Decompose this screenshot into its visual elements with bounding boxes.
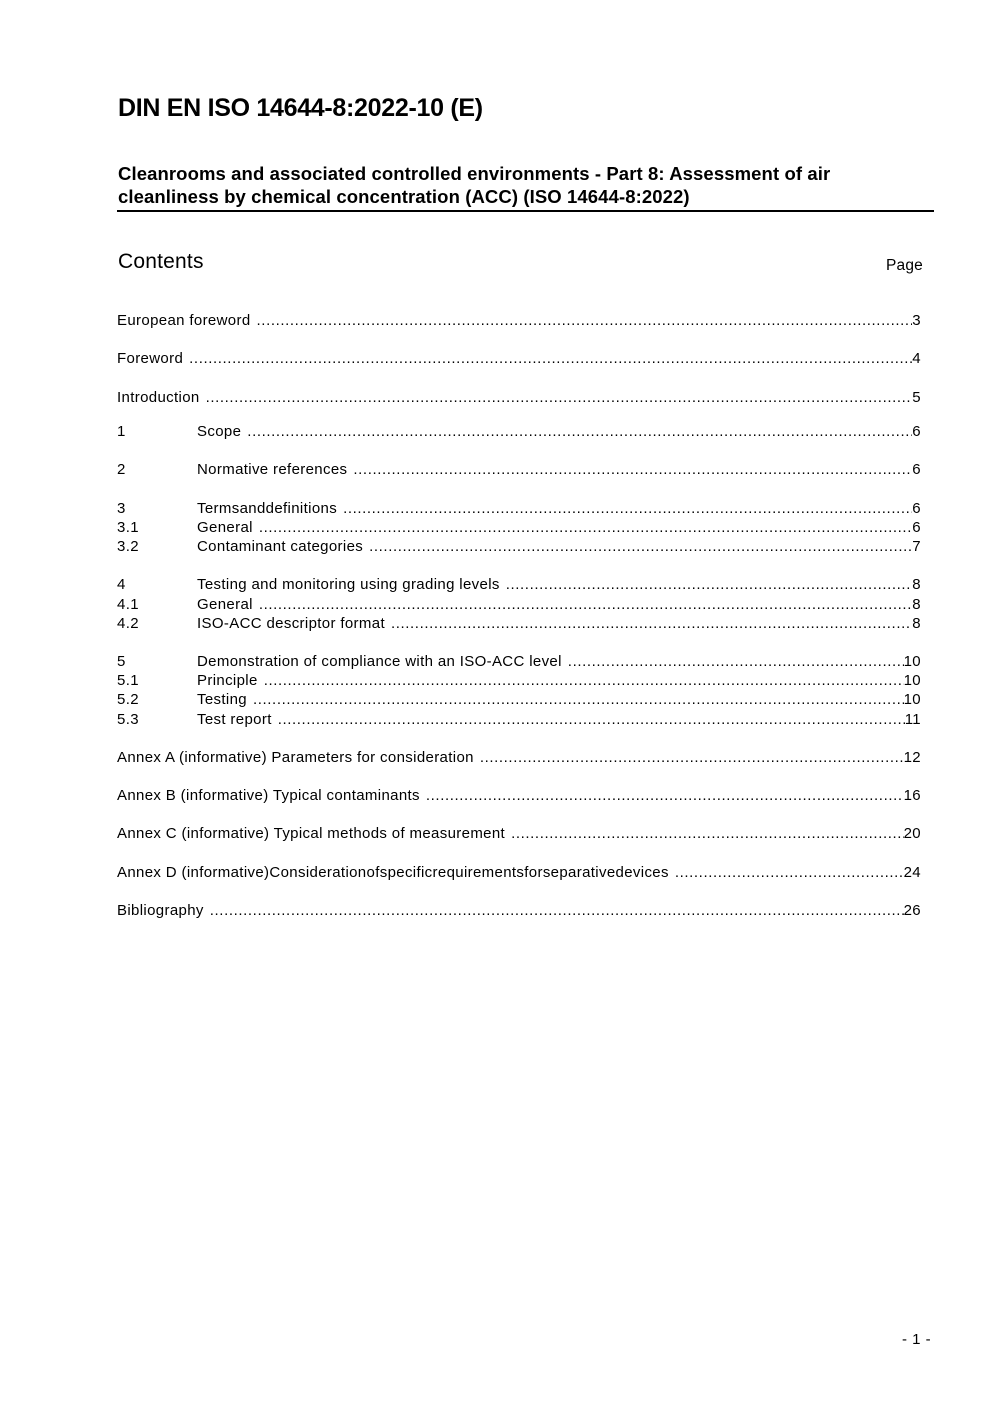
document-title-line-2: cleanliness by chemical concentration (ACC) (ISO 14644-8:2022)	[118, 186, 690, 207]
toc-entry[interactable]	[117, 576, 921, 596]
toc-entry-page: 6	[912, 461, 921, 478]
toc-entry-title: Contaminant categories	[197, 538, 364, 555]
toc-dot-leader	[204, 902, 904, 919]
document-title-line-1: Cleanrooms and associated controlled environments - Part 8: Assessment of air	[118, 163, 831, 184]
document-title	[118, 162, 908, 208]
title-underline	[117, 210, 934, 212]
toc-entry[interactable]	[117, 312, 921, 332]
toc-entry-page: 10	[903, 672, 921, 689]
toc-entry[interactable]	[117, 787, 921, 807]
toc-dot-leader	[241, 423, 912, 440]
toc-entry-page: 5	[912, 389, 921, 406]
toc-dot-leader	[347, 461, 912, 478]
toc-dot-leader	[363, 538, 912, 555]
toc-entry[interactable]	[117, 672, 921, 692]
toc-entry-page: 11	[904, 711, 921, 728]
toc-dot-leader	[669, 864, 904, 881]
toc-entry-title: Foreword	[117, 350, 184, 367]
toc-entry-title: Demonstration of compliance with an ISO-ACC level	[197, 653, 562, 670]
toc-entry[interactable]	[117, 423, 921, 443]
toc-entry-title: Testing	[197, 691, 247, 708]
toc-entry-page: 12	[903, 749, 921, 766]
toc-entry-number: 3.2	[117, 538, 139, 555]
toc-entry-title: Principle	[197, 672, 258, 689]
toc-entry-title: Annex B (informative) Typical contaminants	[117, 787, 420, 804]
toc-entry-number: 5	[117, 653, 126, 670]
toc-dot-leader	[385, 615, 912, 632]
toc-entry-title: Annex C (informative) Typical methods of measurement	[117, 825, 506, 842]
toc-entry[interactable]	[117, 519, 921, 539]
toc-entry-page: 8	[912, 615, 921, 632]
toc-dot-leader	[337, 500, 912, 517]
toc-entry-number: 4	[117, 576, 126, 593]
toc-entry-page: 4	[912, 350, 921, 367]
toc-entry[interactable]	[117, 749, 921, 769]
toc-entry[interactable]	[117, 825, 921, 845]
toc-entry-title: Scope	[197, 423, 242, 440]
toc-entry[interactable]	[117, 902, 921, 922]
toc-entry-page: 6	[912, 423, 921, 440]
toc-entry[interactable]	[117, 461, 921, 481]
toc-entry-title: Testing and monitoring using grading levels	[197, 576, 500, 593]
toc-entry-title: ISO-ACC descriptor format	[197, 615, 385, 632]
toc-entry[interactable]	[117, 711, 921, 731]
toc-entry[interactable]	[117, 615, 921, 635]
toc-dot-leader	[253, 519, 912, 536]
toc-entry-page: 6	[912, 519, 921, 536]
toc-entry[interactable]	[117, 653, 921, 673]
toc-entry-title: Normative references	[197, 461, 348, 478]
toc-entry-title: Annex A (informative) Parameters for consideration	[117, 749, 474, 766]
toc-entry-page: 8	[912, 576, 921, 593]
toc-entry-page: 3	[912, 312, 921, 329]
toc-entry-page: 26	[903, 902, 921, 919]
toc-entry-number: 5.3	[117, 711, 139, 728]
toc-entry-number: 4.2	[117, 615, 139, 632]
toc-entry-number: 4.1	[117, 596, 139, 613]
toc-entry-page: 16	[903, 787, 921, 804]
toc-dot-leader	[272, 711, 905, 728]
toc-entry-number: 5.1	[117, 672, 139, 689]
toc-entry-number: 3	[117, 500, 126, 517]
toc-dot-leader	[505, 825, 904, 842]
toc-entry[interactable]	[117, 691, 921, 711]
toc-dot-leader	[474, 749, 904, 766]
toc-dot-leader	[500, 576, 913, 593]
toc-dot-leader	[420, 787, 904, 804]
toc-entry[interactable]	[117, 538, 921, 558]
toc-entry-number: 3.1	[117, 519, 139, 536]
toc-entry-title: Bibliography	[117, 902, 204, 919]
toc-entry-number: 5.2	[117, 691, 139, 708]
toc-dot-leader	[251, 312, 913, 329]
toc-entry-page: 8	[912, 596, 921, 613]
toc-entry-title: Annex D (informative)Considerationofspecificrequirementsforseparativedevices	[117, 864, 669, 881]
contents-heading: Contents	[118, 250, 204, 273]
toc-entry-page: 24	[903, 864, 921, 881]
toc-entry-page: 6	[912, 500, 921, 517]
document-id: DIN EN ISO 14644-8:2022-10 (E)	[118, 94, 483, 122]
toc-entry[interactable]	[117, 500, 921, 520]
toc-entry[interactable]	[117, 389, 921, 409]
toc-dot-leader	[247, 691, 904, 708]
toc-dot-leader	[562, 653, 904, 670]
toc-dot-leader	[183, 350, 912, 367]
toc-entry-page: 20	[903, 825, 921, 842]
toc-entry-title: European foreword	[117, 312, 251, 329]
toc-entry-page: 7	[912, 538, 921, 555]
toc-entry-number: 2	[117, 461, 126, 478]
toc-entry-title: General	[197, 596, 253, 613]
toc-dot-leader	[258, 672, 904, 689]
toc-entry[interactable]	[117, 864, 921, 884]
toc-entry-page: 10	[903, 653, 921, 670]
toc-dot-leader	[200, 389, 913, 406]
toc-entry[interactable]	[117, 350, 921, 370]
toc-entry-number: 1	[117, 423, 126, 440]
toc-entry[interactable]	[117, 596, 921, 616]
toc-dot-leader	[253, 596, 912, 613]
toc-entry-title: Termsanddefinitions	[197, 500, 338, 517]
page-number: - 1 -	[902, 1331, 932, 1348]
toc-entry-page: 10	[903, 691, 921, 708]
toc-entry-title: Test report	[197, 711, 272, 728]
page-column-heading: Page	[886, 257, 923, 274]
toc-entry-title: Introduction	[117, 389, 200, 406]
toc-entry-title: General	[197, 519, 253, 536]
